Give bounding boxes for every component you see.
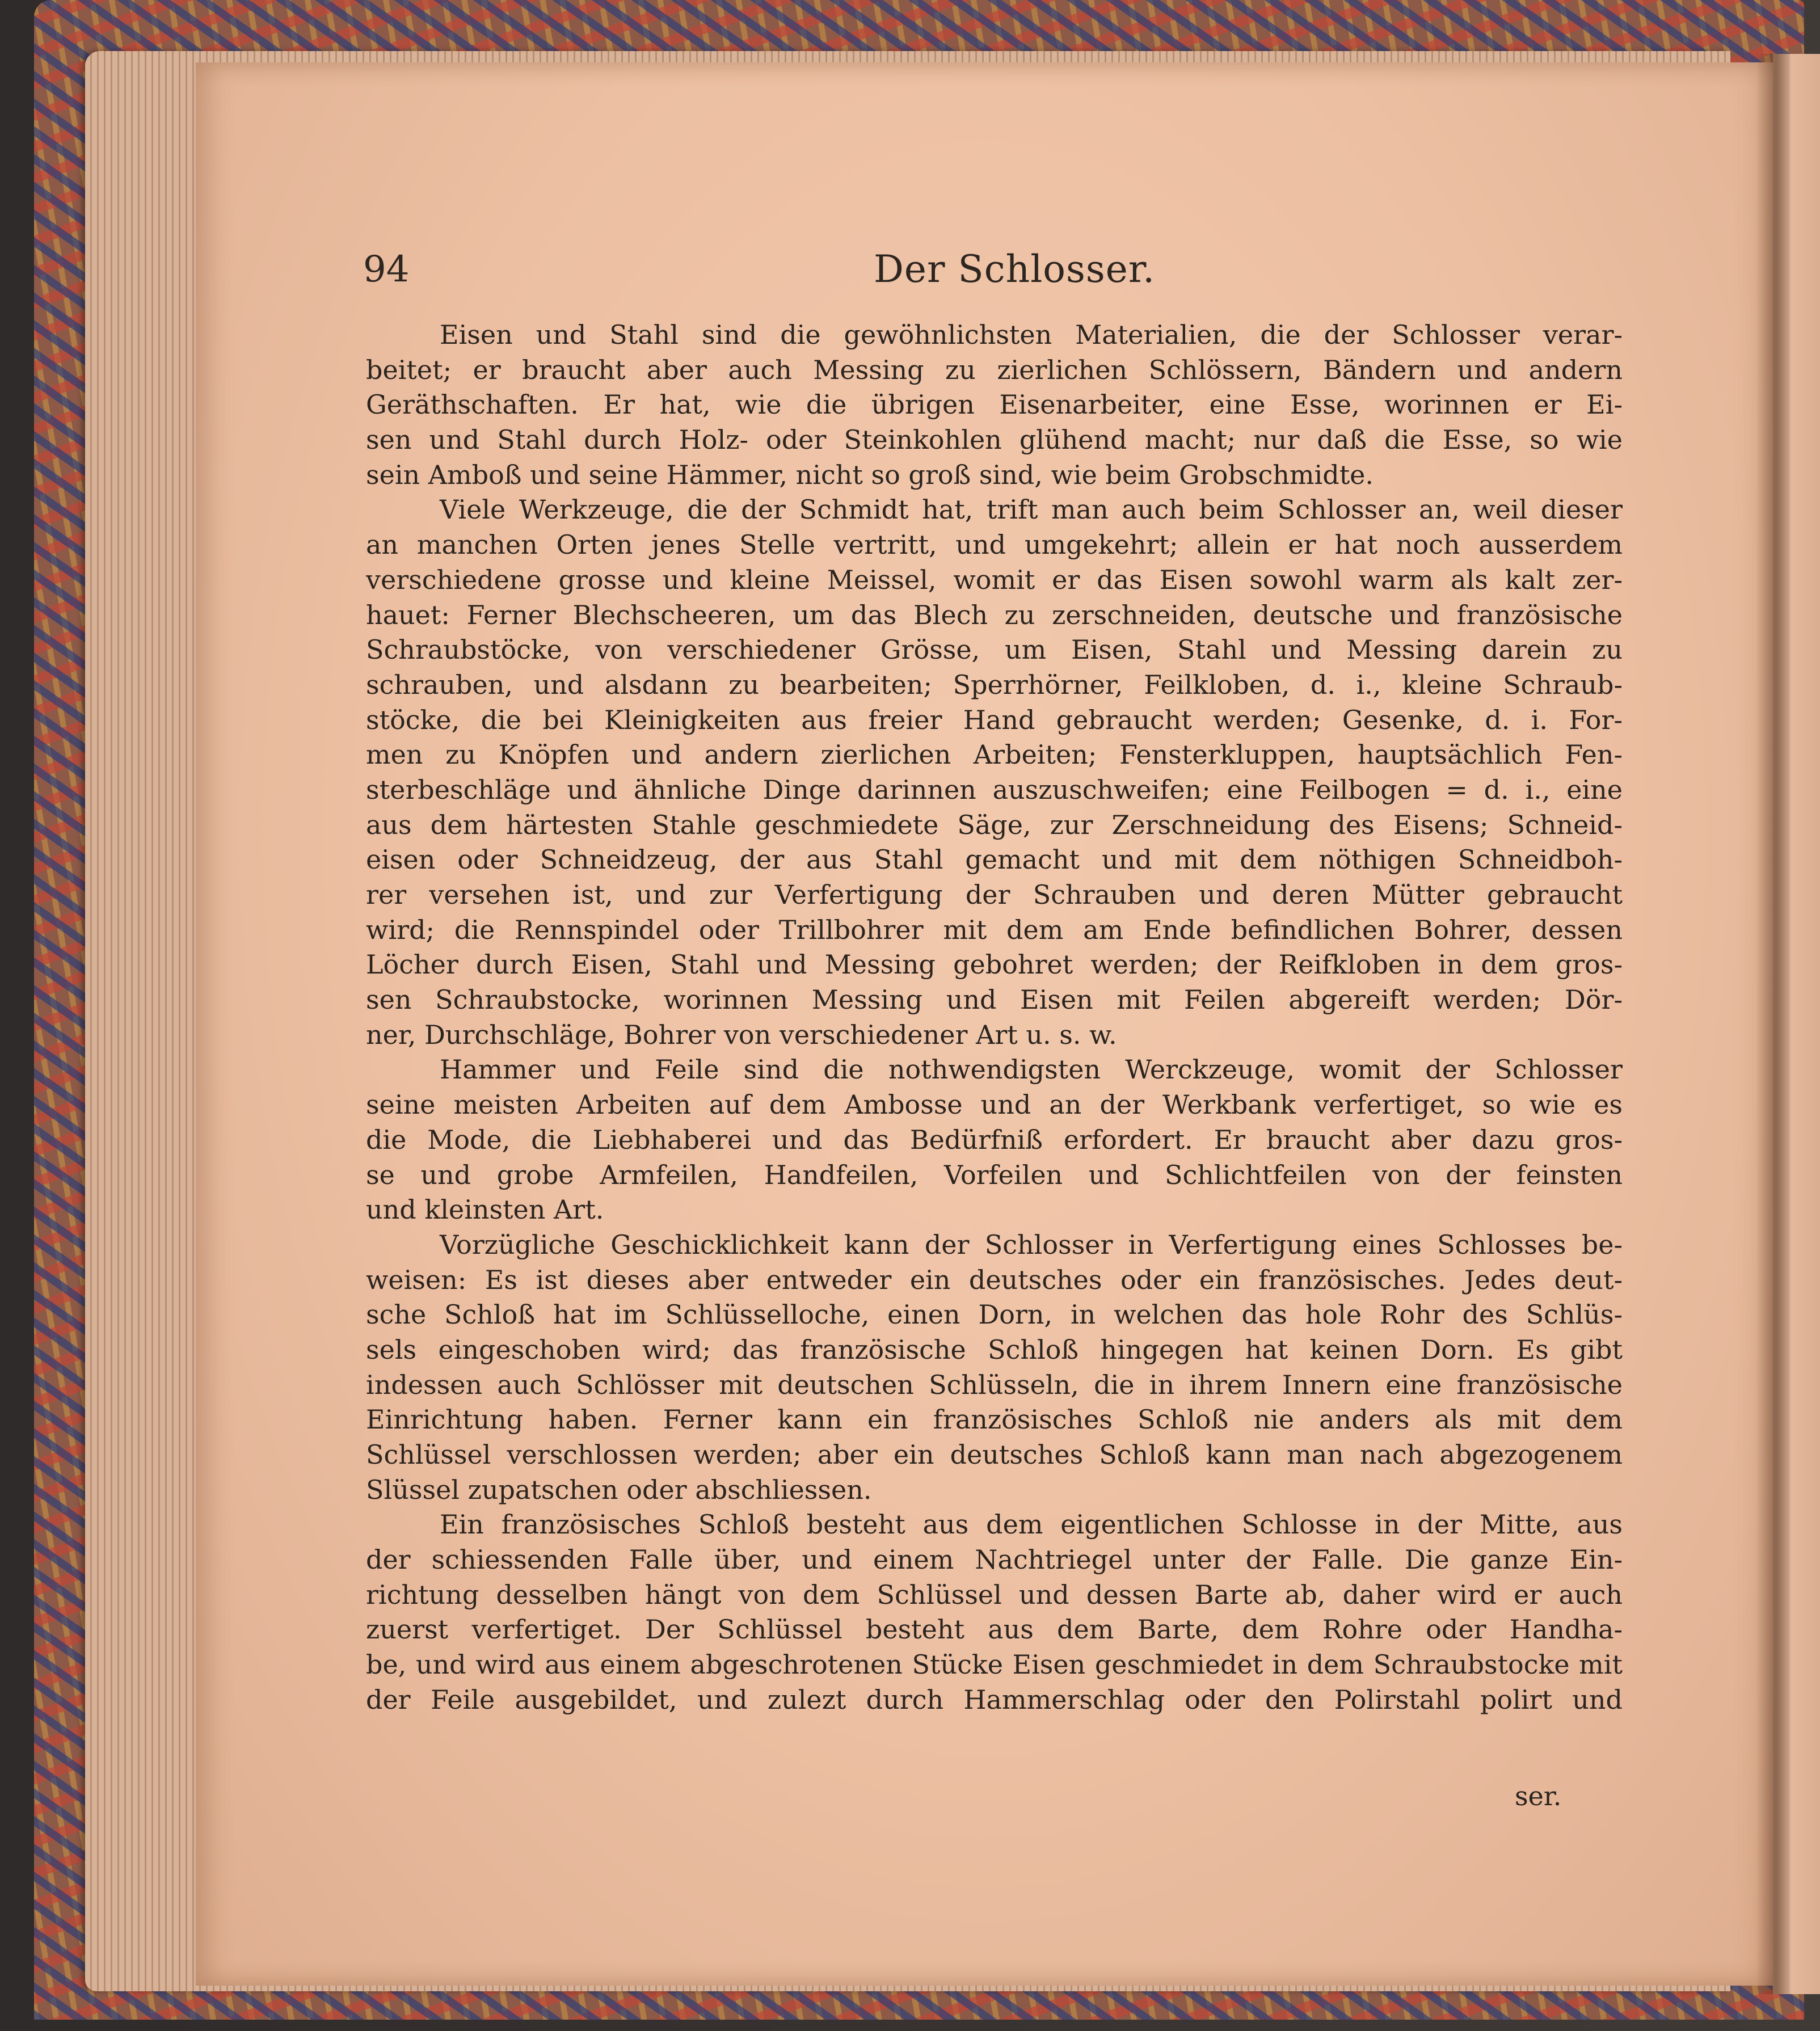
text-line: verschiedene grosse und kleine Meissel, womit er das Eisen sowohl warm als kalt zer- <box>366 564 1623 595</box>
text-line: Geräthschaften. Er hat, wie die übrigen Eisenarbeiter, eine Esse, worinnen er Ei- <box>366 389 1623 420</box>
text-line: sen und Stahl durch Holz- oder Steinkohlen glühend macht; nur daß die Esse, so wie <box>366 424 1623 456</box>
text-line: men zu Knöpfen und andern zierlichen Arbeiten; Fensterkluppen, hauptsächlich Fen- <box>366 739 1623 770</box>
text-line: und kleinsten Art. <box>366 1194 604 1225</box>
text-line: sein Amboß und seine Hämmer, nicht so groß sind, wie beim Grobschmidte. <box>366 459 1374 490</box>
text-line: stöcke, die bei Kleinigkeiten aus freier Hand gebraucht werden; Gesenke, d. i. For- <box>366 704 1623 735</box>
text-line: weisen: Es ist dieses aber entweder ein deutsches oder ein französisches. Jedes deut- <box>366 1264 1623 1295</box>
page-title: Der Schlosser. <box>874 247 1156 291</box>
text-line: ner, Durchschläge, Bohrer von verschiedener Art u. s. w. <box>366 1019 1117 1050</box>
text-line: zuerst verfertiget. Der Schlüssel besteht aus dem Barte, dem Rohre oder Handha- <box>366 1614 1623 1645</box>
text-line: der Feile ausgebildet, und zulezt durch Hammerschlag oder den Polirstahl polirt und <box>366 1684 1623 1715</box>
text-line: aus dem härtesten Stahle geschmiedete Säge, zur Zerschneidung des Eisens; Schneid- <box>366 809 1623 840</box>
text-line: Hammer und Feile sind die nothwendigsten Werckzeuge, womit der Schlosser <box>440 1054 1623 1085</box>
text-line: beitet; er braucht aber auch Messing zu zierlichen Schlössern, Bändern und andern <box>366 354 1623 385</box>
text-line: Schraubstöcke, von verschiedener Grösse, um Eisen, Stahl und Messing darein zu <box>366 634 1623 665</box>
text-line: Einrichtung haben. Ferner kann ein französisches Schloß nie anders als mit dem <box>366 1404 1623 1435</box>
text-line: schrauben, und alsdann zu bearbeiten; Sperrhörner, Feilkloben, d. i., kleine Schraub- <box>366 669 1623 700</box>
text-line: se und grobe Armfeilen, Handfeilen, Vorfeilen und Schlichtfeilen von der feinsten <box>366 1159 1623 1190</box>
text-line: eisen oder Schneidzeug, der aus Stahl gemacht und mit dem nöthigen Schneidboh- <box>366 844 1623 875</box>
text-line: Eisen und Stahl sind die gewöhnlichsten Materialien, die der Schlosser verar- <box>440 319 1623 350</box>
text-line: be, und wird aus einem abgeschrotenen Stücke Eisen geschmiedet in dem Schraubstocke mit <box>366 1649 1623 1680</box>
text-line: rer versehen ist, und zur Verfertigung der Schrauben und deren Mütter gebraucht <box>366 879 1623 910</box>
text-line: Viele Werkzeuge, die der Schmidt hat, trift man auch beim Schlosser an, weil dieser <box>440 494 1623 525</box>
text-line: sels eingeschoben wird; das französische Schloß hingegen hat keinen Dorn. Es gibt <box>366 1334 1623 1365</box>
text-line: die Mode, die Liebhaberei und das Bedürfniß erfordert. Er braucht aber dazu gros- <box>366 1124 1623 1155</box>
running-head <box>363 241 1623 298</box>
text-line: Schlüssel verschlossen werden; aber ein deutsches Schloß kann man nach abgezogenem <box>366 1439 1623 1470</box>
text-line: sterbeschläge und ähnliche Dinge darinnen auszuschweifen; eine Feilbogen = d. i., eine <box>366 774 1623 805</box>
page-number: 94 <box>363 248 410 290</box>
text-line: der schiessenden Falle über, und einem Nachtriegel unter der Falle. Die ganze Ein- <box>366 1544 1623 1575</box>
text-line: Slüssel zupatschen oder abschliessen. <box>366 1474 872 1505</box>
page-gutter <box>1756 54 1790 1994</box>
text-line: Vorzügliche Geschicklichkeit kann der Schlosser in Verfertigung eines Schlosses be- <box>440 1229 1623 1260</box>
catchword: ser. <box>1515 1781 1562 1811</box>
text-line: sen Schraubstocke, worinnen Messing und Eisen mit Feilen abgereift werden; Dör- <box>366 984 1623 1016</box>
text-line: Ein französisches Schloß besteht aus dem eigentlichen Schlosse in der Mitte, aus <box>440 1509 1623 1540</box>
text-line: hauet: Ferner Blechscheeren, um das Blech zu zerschneiden, deutsche und französische <box>366 599 1623 630</box>
text-line: sche Schloß hat im Schlüsselloche, einen Dorn, in welchen das hole Rohr des Schlüs- <box>366 1299 1623 1330</box>
text-line: wird; die Rennspindel oder Trillbohrer mit dem am Ende befindlichen Bohrer, dessen <box>366 914 1623 945</box>
text-line: indessen auch Schlösser mit deutschen Schlüsseln, die in ihrem Innern eine französische <box>366 1369 1623 1400</box>
text-line: Löcher durch Eisen, Stahl und Messing gebohret werden; der Reifkloben in dem gros- <box>366 949 1623 980</box>
text-line: richtung desselben hängt von dem Schlüssel und dessen Barte ab, daher wird er auch <box>366 1579 1623 1610</box>
body-text <box>366 318 1623 1718</box>
text-line: an manchen Orten jenes Stelle vertritt, und umgekehrt; allein er hat noch ausserdem <box>366 529 1623 561</box>
text-line: seine meisten Arbeiten auf dem Ambosse und an der Werkbank verfertiget, so wie es <box>366 1089 1623 1120</box>
